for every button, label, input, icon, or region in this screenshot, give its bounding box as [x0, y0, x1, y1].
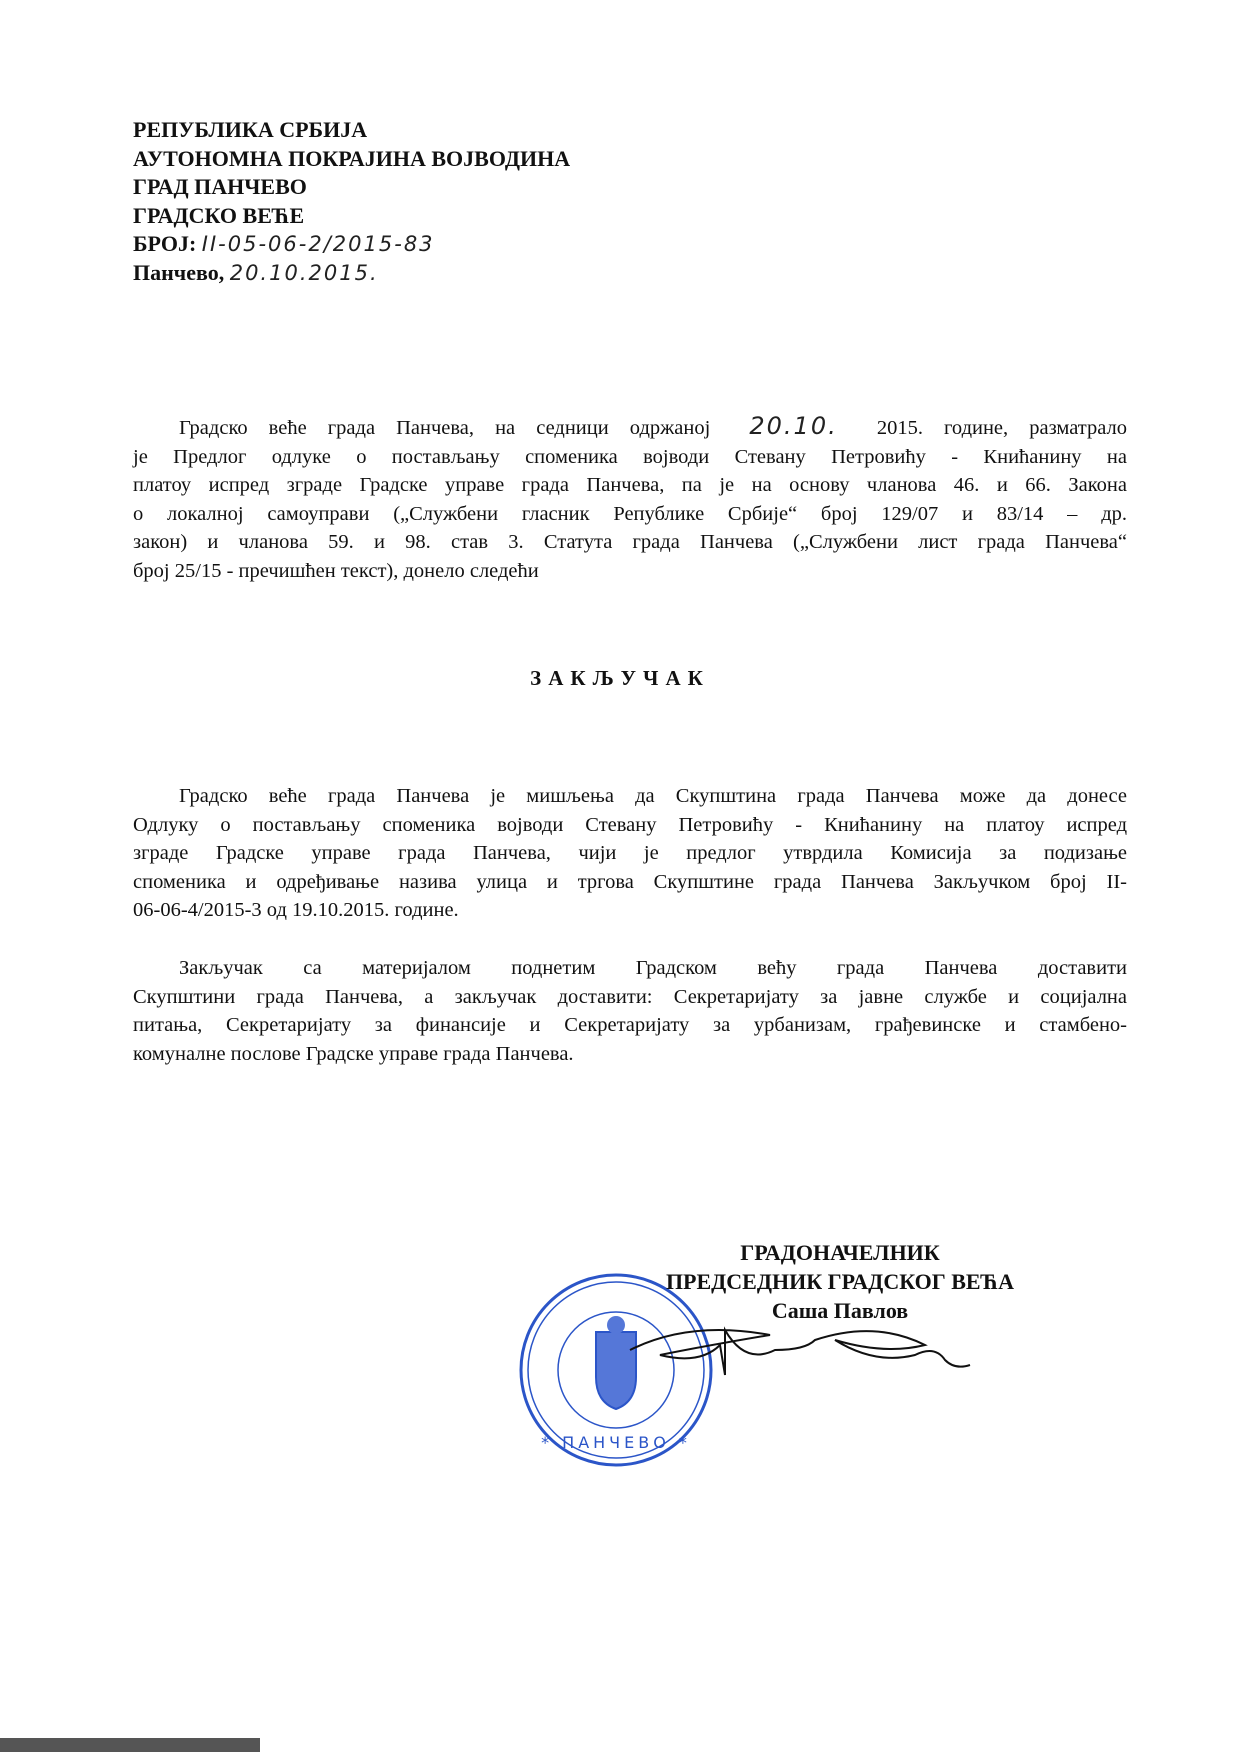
paragraph-preamble — [133, 412, 1127, 586]
handwritten-date: 20.10.2015. — [229, 260, 379, 285]
header-line: ГРАД ПАНЧЕВО — [133, 174, 307, 199]
paragraph-line: о локалној самоуправи („Службени гласник Републике Србије“ број 129/07 и 83/14 – др. — [133, 502, 1127, 525]
paragraph-line: платоу испред зграде Градске управе града Панчева, па је на основу чланова 46. и 66. Закона — [133, 474, 1127, 497]
paragraph-line: је Предлог одлуке о постављању споменика војводи Стевану Петровићу - Книћанину на — [133, 445, 1127, 468]
paragraph-line — [133, 412, 1127, 443]
signatory-title: ПРЕДСЕДНИК ГРАДСКОГ ВЕЋА — [665, 1269, 1015, 1294]
paragraph-line: 06-06-4/2015-3 од 19.10.2015. године. — [133, 899, 459, 922]
paragraph-conclusion — [133, 782, 1127, 925]
signature-block — [640, 1238, 1040, 1325]
paragraph-line: број 25/15 - пречишћен текст), донело следећи — [133, 559, 539, 582]
number-label: БРОЈ: — [133, 231, 197, 256]
paragraph-line: зграде Градске управе града Панчева, чији је предлог утврдила Комисија за подизање — [133, 842, 1127, 865]
paragraph-line: споменика и одређивање назива улица и тргова Скупштине града Панчева Закључком број II- — [133, 870, 1127, 893]
paragraph-delivery — [133, 954, 1127, 1068]
paragraph-line: питања, Секретаријату за финансије и Секретаријату за урбанизам, грађевинске и стамбено- — [133, 1014, 1127, 1037]
paragraph-line: Закључак са материјалом поднетим Градском већу града Панчева доставити — [179, 957, 1127, 979]
document-header — [133, 116, 570, 287]
document-number — [133, 230, 570, 259]
scan-edge — [0, 1738, 260, 1752]
text: Градско веће града Панчева, на седници одржаној — [179, 417, 711, 439]
handwritten-number: II-05-06-2/2015-83 — [201, 232, 435, 256]
svg-text:* ПАНЧЕВО *: * ПАНЧЕВО * — [541, 1433, 691, 1452]
paragraph-line: Одлуку о постављању споменика војводи Стевану Петровићу - Книћанину на платоу испред — [133, 813, 1127, 836]
document-title: ЗАКЉУЧАК — [530, 666, 710, 690]
header-line: АУТОНОМНА ПОКРАЈИНА ВОЈВОДИНА — [133, 145, 571, 171]
place-label: Панчево, — [133, 259, 225, 285]
paragraph-line: закон) и чланова 59. и 98. став 3. Статута града Панчева („Службени лист града Панчева“ — [133, 531, 1127, 554]
paragraph-line: Скупштини града Панчева, а закључак доставити: Секретаријату за јавне службе и социјална — [133, 985, 1127, 1008]
signatory-title: ГРАДОНАЧЕЛНИК — [740, 1240, 940, 1265]
paragraph-line: Градско веће града Панчева је мишљења да Скупштина града Панчева може да донесе — [179, 785, 1127, 807]
text: 2015. године, разматрало — [876, 417, 1128, 439]
header-line: РЕПУБЛИКА СРБИЈА — [133, 117, 368, 142]
paragraph-line: комуналне послове Градске управе града Панчева. — [133, 1042, 574, 1065]
handwritten-signature — [620, 1315, 1020, 1385]
handwritten-session-date: 20.10. — [749, 412, 838, 440]
signatory-name: Саша Павлов — [771, 1298, 909, 1323]
header-line: ГРАДСКО ВЕЋЕ — [133, 202, 305, 228]
document-date — [133, 259, 570, 288]
